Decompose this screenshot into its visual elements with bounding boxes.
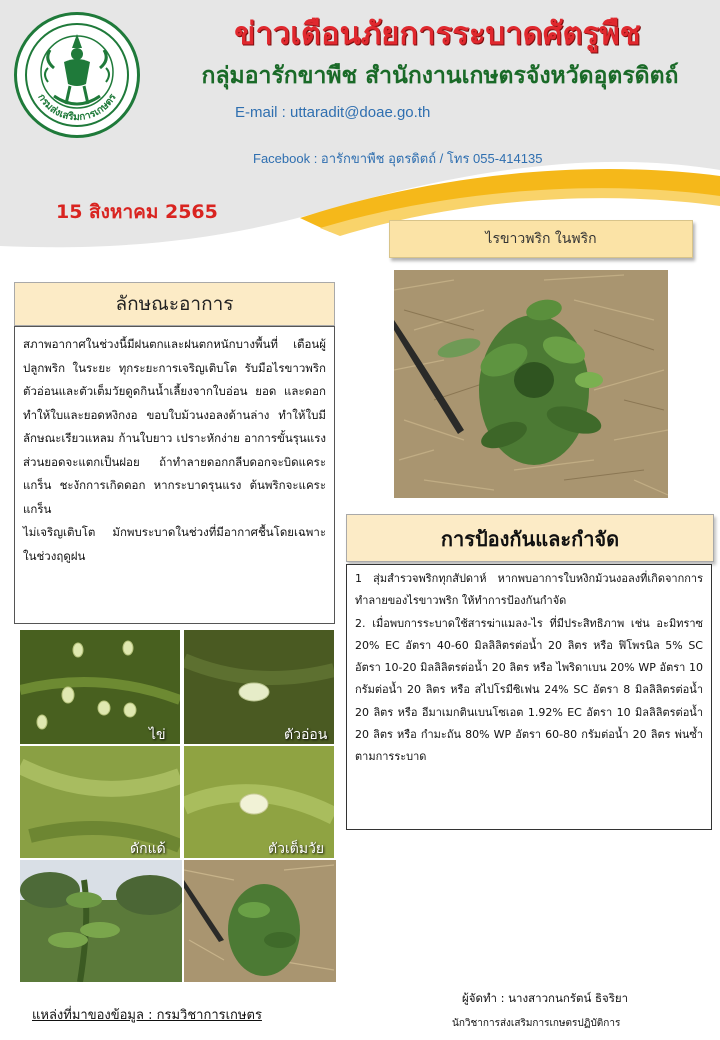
author-position: นักวิชาการส่งเสริมการเกษตรปฏิบัติการ [452, 1018, 621, 1029]
contact-email[interactable]: E-mail : uttaradit@doae.go.th [235, 104, 431, 121]
control-heading: การป้องกันและกำจัด [346, 514, 714, 562]
bulletin-subtitle: กลุ่มอารักขาพืช สำนักงานเกษตรจังหวัดอุตรดิตถ์ [201, 63, 679, 89]
symptoms-heading: ลักษณะอาการ [14, 282, 335, 326]
pest-name-label: ไรขาวพริก ในพริก [389, 220, 693, 258]
chili-plant-photo [394, 270, 668, 498]
logo-text: กรมส่งเสริมการเกษตร [35, 92, 119, 124]
control-item: 2. เมื่อพบการระบาดใช้สารฆ่าแมลง-ไร ที่มีประสิทธิภาพ เช่น อะมิทราซ 20% EC อัตรา 40-60 มิลลิลิตรต่อน้ำ 20 ลิตร หรือ ฟิโพรนิล 5% SC อัตรา 10-20 มิลลิลิตรต่อน้ำ 20 ลิตร หรือ ไพริดาเบน 20% WP อัตรา 10 กรัมต่อน้ำ 20 ลิตร หรือ สไปโรมีซิเฟน 24% SC อัตรา 8 มิลลิลิตรต่อน้ำ 20 ลิตร หรือ อีมาเมกตินเบนโซเอต 1.92% EC อัตรา 10 มิลลิลิตรต่อน้ำ 20 ลิตร หรือ กำมะถัน 80% WP อัตรา 60-80 กรัมต่อน้ำ 20 ลิตร พ่นซ้ำตามการระบาด [355, 616, 703, 764]
bulletin-title: ข่าวเตือนภัยการระบาดศัตรูพืช [234, 16, 641, 52]
author-name: ผู้จัดทำ : นางสาวกนกรัตน์ ธิจริยา [462, 991, 629, 1005]
infested-plant-photo [20, 860, 182, 982]
egg-caption: ไข่ [149, 727, 166, 743]
pupa-caption: ดักแด้ [130, 841, 166, 857]
contact-facebook[interactable]: Facebook : อารักขาพืช อุตรดิตถ์ / โทร 055-414135 [253, 151, 543, 166]
control-text-box [346, 564, 712, 830]
data-source: แหล่งที่มาของข้อมูล : กรมวิชาการเกษตร [32, 1008, 262, 1023]
symptoms-paragraph: ไม่เจริญเติบโต มักพบระบาดในช่วงที่มีอากาศชื้นโดยเฉพาะในช่วงฤดูฝน [23, 525, 326, 563]
adult-caption: ตัวเต็มวัย [268, 841, 325, 857]
infested-seedling-photo [184, 860, 336, 982]
symptoms-text-box [14, 326, 335, 624]
symptoms-paragraph: สภาพอากาศในช่วงนี้มีฝนตกและฝนตกหนักบางพื้นที่ เตือนผู้ปลูกพริก ในระยะ ทุกระยะการเจริญเติบโต รับมือไรขาวพริก ตัวอ่อนและตัวเต็มวัยดูดกินน้ำเลี้ยงจากใบอ่อน ยอด และดอก ทำให้ใบและยอดหงิกงอ ขอบใบม้วนงอลงด้านล่าง ทำให้ใบมีลักษณะเรียวแหลม ก้านใบยาว เปราะหักง่าย อาการขั้นรุนแรงส่วนยอดจะแตกเป็นฝอย ถ้าทำลายดอกกลีบดอกจะบิดแคระแกร็น ชะงักการเกิดดอก หากระบาดรุนแรง ต้นพริกจะแคระแกร็น [23, 337, 326, 516]
control-item: 1 สุ่มสำรวจพริกทุกสัปดาห์ หากพบอาการใบหงิกม้วนงอลงที่เกิดจากการทำลายของไรขาวพริก ให้ทำการป้องกันกำจัด [355, 572, 703, 608]
bulletin-date: 15 สิงหาคม 2565 [56, 201, 218, 223]
department-logo [14, 12, 140, 138]
nymph-caption: ตัวอ่อน [284, 727, 328, 743]
